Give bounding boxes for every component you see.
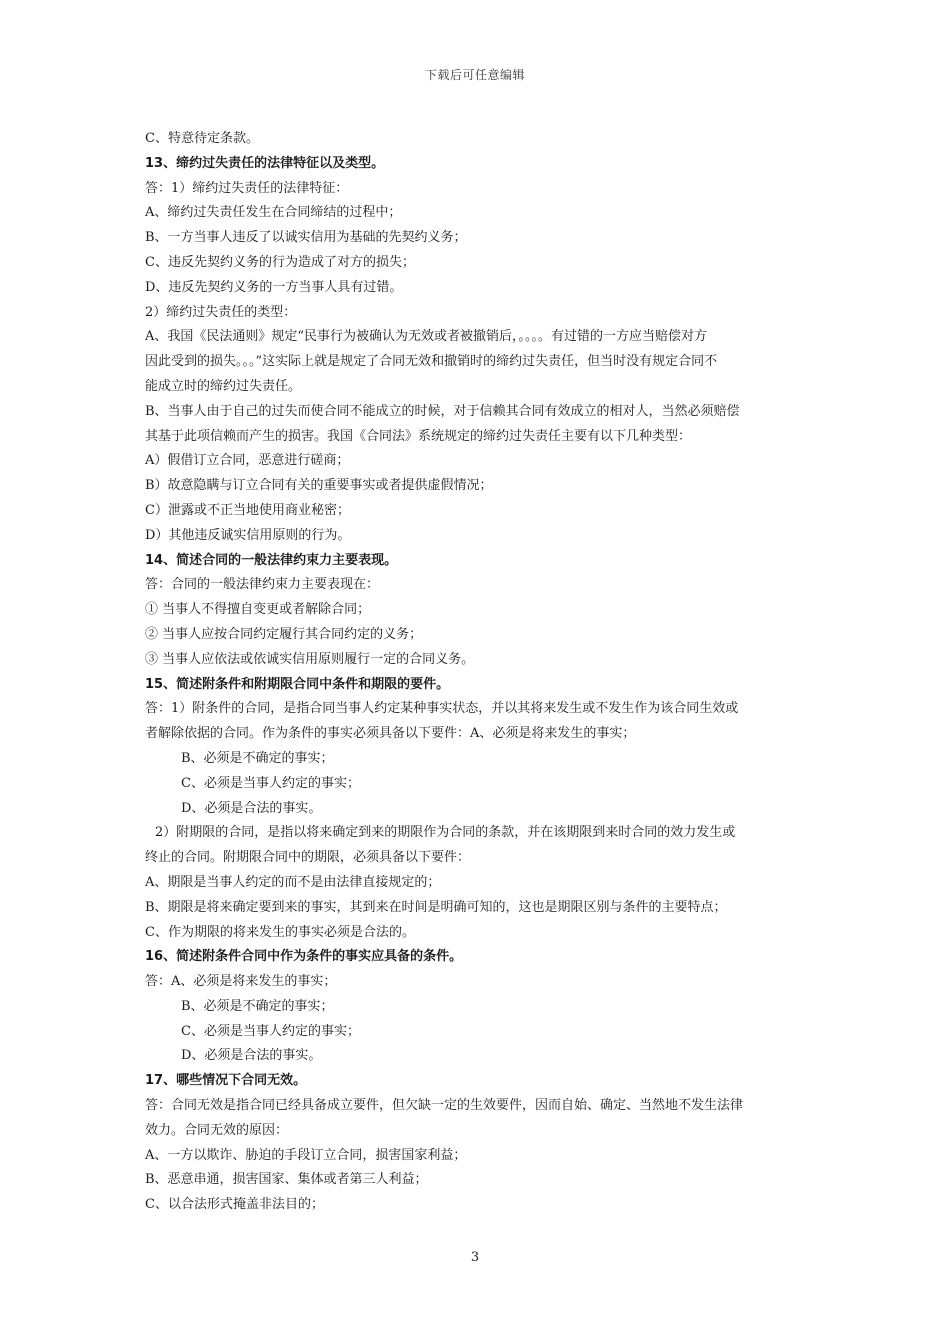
text-line: B、恶意串通，损害国家、集体或者第三人利益；: [145, 1172, 428, 1188]
text-line: ③ 当事人应依法或依诚实信用原则履行一定的合同义务。: [145, 651, 475, 667]
text-line: A）假借订立合同，恶意进行磋商；: [145, 453, 350, 469]
text-line: 能成立时的缔约过失责任。: [145, 378, 302, 394]
document-body: [145, 127, 815, 1218]
text-line: 答：1）缔约过失责任的法律特征：: [145, 180, 349, 196]
text-line: A、缔约过失责任发生在合同缔结的过程中；: [145, 205, 402, 221]
text-line: 因此受到的损失。。。”这实际上就是规定了合同无效和撤销时的缔约过失责任，但当时没有规定合同不: [145, 354, 718, 370]
text-line: 2）缔约过失责任的类型：: [145, 304, 297, 320]
text-line: D、违反先契约义务的一方当事人具有过错。: [145, 279, 403, 295]
text-line: B、必须是不确定的事实；: [181, 750, 334, 766]
text-line: C、必须是当事人约定的事实；: [181, 775, 360, 791]
text-line: B、期限是将来确定要到来的事实，其到来在时间是明确可知的，这也是期限区别与条件的主要特点；: [145, 899, 727, 915]
page-number: 3: [470, 1250, 480, 1265]
text-line: D、必须是合法的事实。: [181, 1048, 322, 1064]
text-line: 其基于此项信赖而产生的损害。我国《合同法》系统规定的缔约过失责任主要有以下几种类型：: [145, 428, 692, 444]
text-line: 终止的合同。附期限合同中的期限，必须具备以下要件：: [145, 850, 471, 866]
text-line: ① 当事人不得擅自变更或者解除合同；: [145, 602, 371, 618]
text-line: 者解除依据的合同。作为条件的事实必须具备以下要件：A、必须是将来发生的事实；: [145, 726, 636, 742]
section-heading: 16、简述附条件合同中作为条件的事实应具备的条件。: [145, 949, 463, 965]
text-line: A、期限是当事人约定的而不是由法律直接规定的；: [145, 874, 441, 890]
text-line: 答：A、必须是将来发生的事实；: [145, 974, 337, 990]
text-line: ② 当事人应按合同约定履行其合同约定的义务；: [145, 626, 423, 642]
section-heading: 15、简述附条件和附期限合同中条件和期限的要件。: [145, 676, 450, 692]
text-line: B、一方当事人违反了以诚实信用为基础的先契约义务；: [145, 230, 467, 246]
text-line: C）泄露或不正当地使用商业秘密；: [145, 502, 350, 518]
section-heading: 17、哪些情况下合同无效。: [145, 1073, 307, 1089]
text-line: B、必须是不确定的事实；: [181, 998, 334, 1014]
text-line: C、违反先契约义务的行为造成了对方的损失；: [145, 254, 415, 270]
text-line: 效力。合同无效的原因：: [145, 1122, 289, 1138]
text-line: 答：合同的一般法律约束力主要表现在：: [145, 577, 380, 593]
text-line: C、必须是当事人约定的事实；: [181, 1023, 360, 1039]
section-heading: 14、简述合同的一般法律约束力主要表现。: [145, 552, 398, 568]
text-line: 2）附期限的合同，是指以将来确定到来的期限作为合同的条款，并在该期限到来时合同的效力发生或: [155, 825, 736, 841]
text-line: C、以合法形式掩盖非法目的；: [145, 1197, 324, 1213]
text-line: C、特意待定条款。: [145, 131, 259, 146]
text-line: 答：合同无效是指合同已经具备成立要件，但欠缺一定的生效要件，因而自始、确定、当然地不发生法律: [145, 1098, 744, 1114]
section-heading: 13、缔约过失责任的法律特征以及类型。: [145, 155, 385, 171]
text-line: B、当事人由于自己的过失而使合同不能成立的时候，对于信赖其合同有效成立的相对人，当然必须赔偿: [145, 403, 740, 419]
text-line: D）其他违反诚实信用原则的行为。: [145, 527, 351, 543]
text-line: A、一方以欺诈、胁迫的手段订立合同，损害国家利益；: [145, 1147, 467, 1163]
text-line: 答：1）附条件的合同，是指合同当事人约定某种事实状态，并以其将来发生或不发生作为该合同生效或: [145, 701, 739, 717]
page-header: 下载后可任意编辑: [424, 68, 525, 82]
text-line: A、我国《民法通则》规定“民事行为被确认为无效或者被撤销后，。。。。有过错的一方应当赔偿对方: [145, 329, 708, 345]
text-line: B）故意隐瞒与订立合同有关的重要事实或者提供虚假情况；: [145, 478, 493, 494]
text-line: C、作为期限的将来发生的事实必须是合法的。: [145, 924, 415, 940]
text-line: D、必须是合法的事实。: [181, 800, 322, 816]
